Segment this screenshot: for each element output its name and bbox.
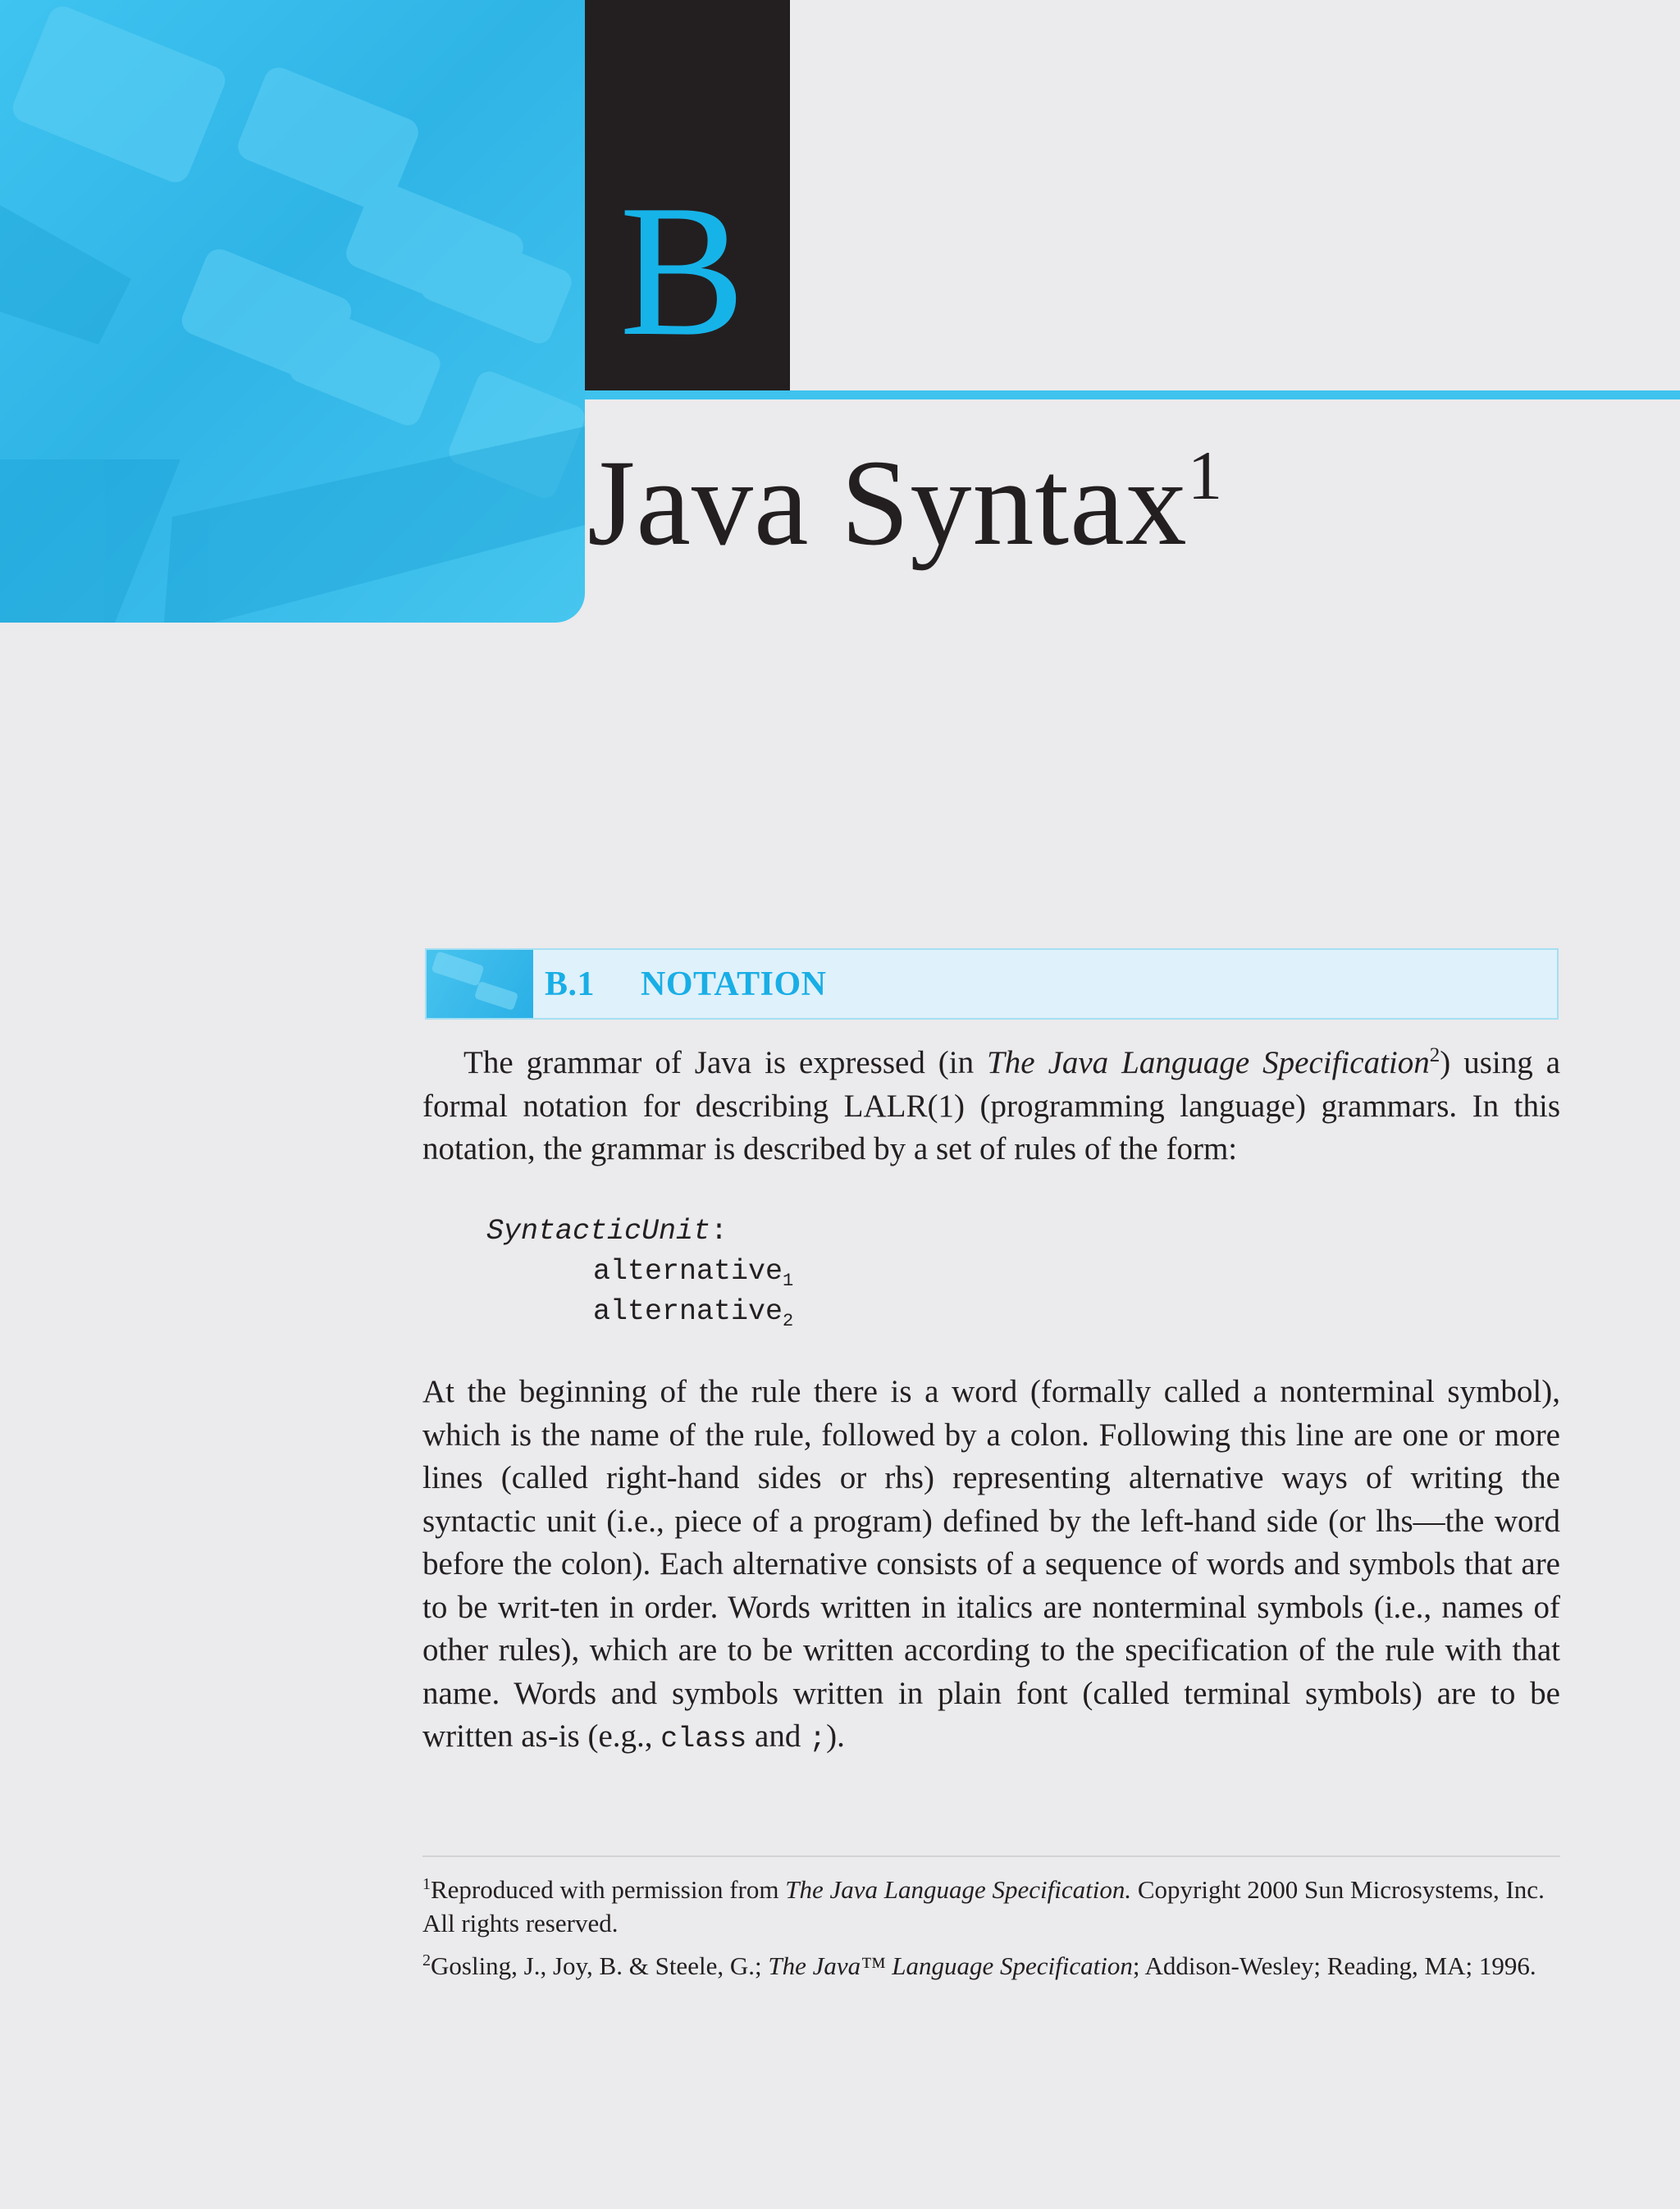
- alternative-subscript: 1: [783, 1271, 794, 1291]
- footnote-2-mark: 2: [422, 1951, 431, 1969]
- explanation-text: At the beginning of the rule there is a word (formally called a nonterminal symbol), which is the name of the rule, followed by a colon. Following this line are one or more lines (called right-hand sides or rhs) representing alternative ways of writing the syntactic unit (i.e., piece of a program) defined by the left-hand side (or lhs—the word before the colon). Each alternative consists of a sequence of words and symbols that are to be writ-ten in order. Words written in italics are nonterminal symbols (i.e., names of other rules), which are to be written according to the specification of the rule with that name. Words and symbols written in plain font (called terminal symbols) are to be written as-is (e.g.,: [422, 1374, 1560, 1754]
- footnote-1-book-title: The Java Language Specification.: [785, 1875, 1132, 1904]
- alternative-subscript: 2: [783, 1311, 794, 1331]
- grammar-rule-example: [486, 1212, 793, 1332]
- footnote-2-publisher: ; Addison-Wesley; Reading, MA; 1996.: [1132, 1951, 1536, 1980]
- chapter-title-footnote-mark: 1: [1187, 437, 1224, 514]
- section-number: B.1: [545, 965, 596, 1003]
- footnote-1-text: Reproduced with permission from: [431, 1875, 786, 1904]
- footnote-1-mark: 1: [422, 1875, 431, 1893]
- footnote-1-text-end: Copyright 2000 Sun Microsystems, Inc. All rights reserved.: [422, 1875, 1545, 1937]
- chapter-letter: B: [619, 166, 746, 375]
- code-semicolon: ;: [809, 1723, 827, 1755]
- chapter-keyboard-image: [0, 0, 585, 623]
- footnote-mark-2: 2: [1429, 1044, 1440, 1066]
- alternative-text: alternative: [593, 1255, 783, 1288]
- code-class: class: [660, 1723, 747, 1755]
- footnote-2-book-title: The Java™ Language Specification: [768, 1951, 1133, 1980]
- chapter-title: [587, 435, 1224, 571]
- chapter-header-rule: [585, 390, 1680, 399]
- chapter-title-text: Java Syntax: [587, 435, 1188, 571]
- section-heading: [425, 948, 1559, 1020]
- grammar-alternative-2: [486, 1292, 793, 1332]
- intro-text-start: The grammar of Java is expressed (in: [463, 1045, 988, 1080]
- footnote-2: [422, 1949, 1560, 1983]
- footnote-divider: [422, 1855, 1560, 1857]
- explanation-and: and: [746, 1718, 810, 1754]
- section-thumbnail-image: [427, 950, 533, 1018]
- alternative-text: alternative: [593, 1295, 783, 1328]
- grammar-lhs-line: [486, 1212, 793, 1252]
- explanation-end: ).: [826, 1718, 845, 1754]
- grammar-alternative-1: [486, 1252, 793, 1292]
- footnote-2-authors: Gosling, J., Joy, B. & Steele, G.;: [431, 1951, 769, 1980]
- grammar-colon: :: [710, 1215, 728, 1248]
- rule-explanation-paragraph: [422, 1371, 1560, 1761]
- footnote-1: [422, 1873, 1560, 1940]
- intro-text-end: ) using a formal notation for describing LALR(1) (programming language) grammars. In this notation, the grammar is described by a set of rules of the form:: [422, 1045, 1561, 1166]
- grammar-lhs: SyntacticUnit: [486, 1215, 711, 1248]
- intro-paragraph: [422, 1042, 1560, 1171]
- book-title-reference: The Java Language Specification: [987, 1045, 1430, 1080]
- section-title: NOTATION: [641, 965, 827, 1003]
